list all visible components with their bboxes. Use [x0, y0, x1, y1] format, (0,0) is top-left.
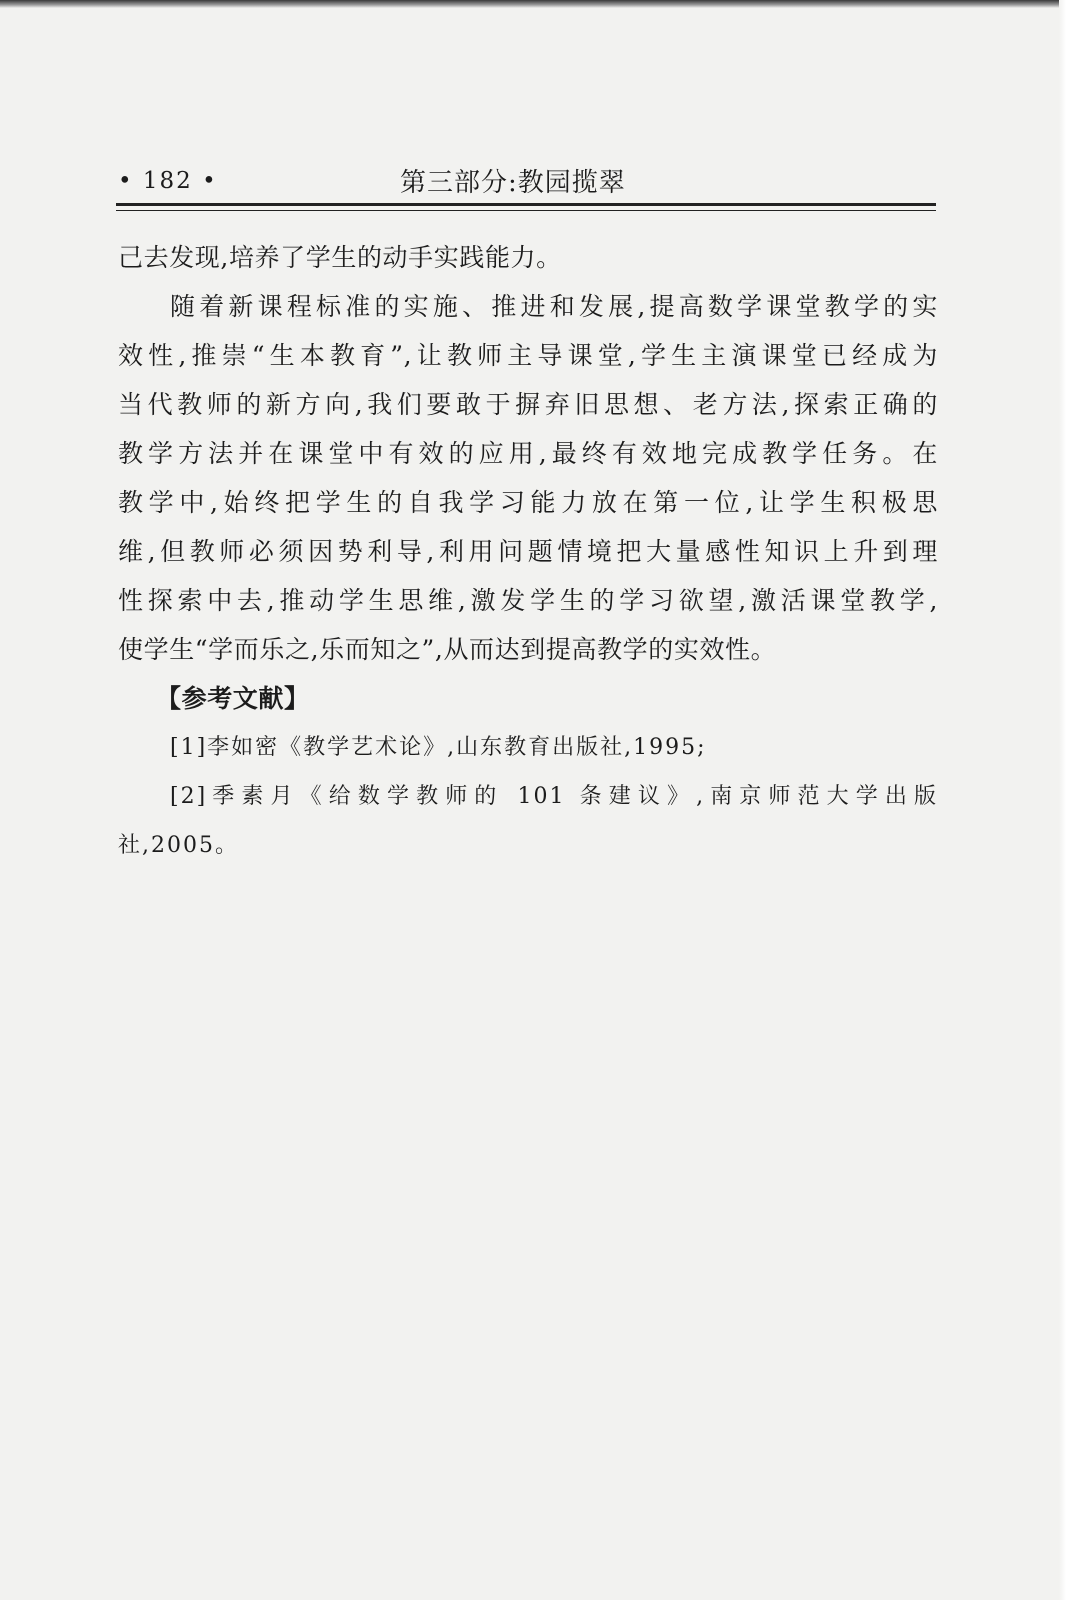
scan-top-edge — [0, 0, 1077, 8]
header-rule-thick — [116, 203, 936, 206]
body-line: 教学中,始终把学生的自我学习能力放在第一位,让学生积极思 — [118, 488, 938, 517]
body-line: 随着新课程标准的实施、推进和发展,提高数学课堂教学的实 — [170, 292, 938, 321]
references-heading: 【参考文献】 — [156, 684, 310, 713]
reference-item: [1]李如密《教学艺术论》,山东教育出版社,1995; — [170, 735, 707, 760]
header-rule-thin — [116, 210, 936, 211]
body-line: 维,但教师必须因势利导,利用问题情境把大量感性知识上升到理 — [118, 537, 938, 566]
body-line: 己去发现,培养了学生的动手实践能力。 — [118, 243, 562, 272]
body-line: 教学方法并在课堂中有效的应用,最终有效地完成教学任务。在 — [118, 439, 938, 468]
body-line: 性探索中去,推动学生思维,激发学生的学习欲望,激活课堂教学, — [118, 586, 938, 615]
scan-right-edge — [1059, 0, 1077, 1600]
reference-item: [2]季素月《给数学教师的 101 条建议》,南京师范大学出版 — [170, 784, 938, 809]
body-line: 使学生“学而乐之,乐而知之”,从而达到提高教学的实效性。 — [118, 635, 777, 664]
page-number: • 182 • — [118, 168, 218, 194]
body-line: 当代教师的新方向,我们要敢于摒弃旧思想、老方法,探索正确的 — [118, 390, 938, 419]
body-text — [118, 233, 938, 870]
reference-item: 社,2005。 — [118, 833, 239, 858]
running-head: 第三部分:教园揽翠 — [400, 168, 626, 198]
body-line: 效性,推崇“生本教育”,让教师主导课堂,学生主演课堂已经成为 — [118, 341, 938, 370]
page-header — [118, 160, 936, 200]
